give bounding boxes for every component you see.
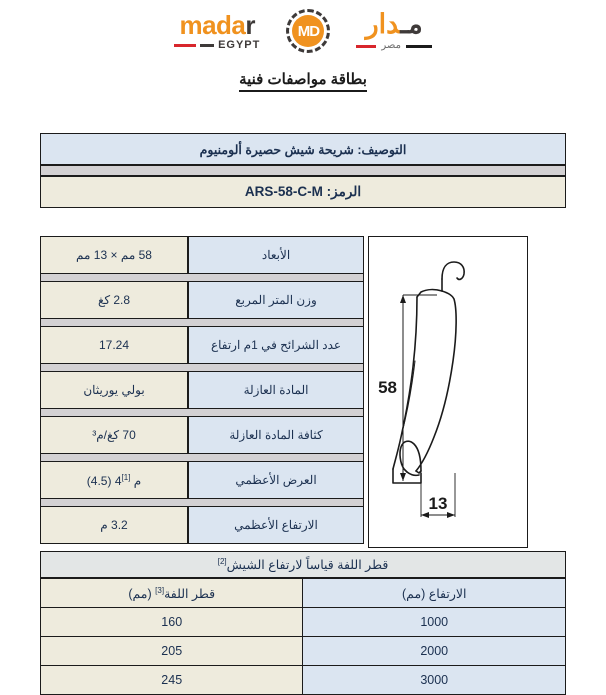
spec-value-cell: بولي يوريثان — [40, 371, 188, 409]
red-dash-icon-right — [356, 45, 376, 48]
spec-value-cell: 70 كغ/م³ — [40, 416, 188, 454]
roll-table-header-row — [41, 579, 566, 608]
spec-label-cell: وزن المتر المربع — [188, 281, 364, 319]
roll-caption-label: قطر اللفة قياساً لارتفاع الشيش — [226, 558, 389, 573]
spec-row — [40, 461, 364, 499]
spec-value-cell: 17.24 — [40, 326, 188, 364]
cell-diameter: 205 — [41, 637, 303, 666]
spec-label-cell: الأبعاد — [188, 236, 364, 274]
spec-value-cell: 3.2 م — [40, 506, 188, 544]
roll-diameter-caption-text — [218, 557, 389, 572]
dark-dash-icon-right — [406, 45, 432, 48]
spec-row — [40, 326, 364, 364]
table-row — [41, 608, 566, 637]
madar-arabic-wordmark: مـدار — [365, 9, 423, 39]
cell-height: 3000 — [303, 666, 566, 695]
spec-row-spacer — [40, 364, 364, 371]
spec-value-cell: 2.8 كغ — [40, 281, 188, 319]
md-circle-logo — [286, 9, 330, 53]
cell-diameter: 160 — [41, 608, 303, 637]
slat-profile-drawing — [369, 237, 527, 547]
cell-height: 2000 — [303, 637, 566, 666]
logo-bar — [0, 0, 606, 62]
table-row — [41, 666, 566, 695]
spec-value-cell: م [1]4 (4.5) — [40, 461, 188, 499]
dimension-13-label: 13 — [428, 494, 448, 513]
md-monogram: MD — [292, 15, 324, 47]
spec-row — [40, 281, 364, 319]
product-code-row — [40, 176, 566, 208]
spec-label-cell: المادة العازلة — [188, 371, 364, 409]
header-height: الارتفاع (مم) — [303, 579, 566, 608]
madar-arabic-subline — [356, 41, 432, 51]
roll-diameter-caption — [40, 551, 566, 578]
profile-drawing-panel — [368, 236, 528, 548]
dimension-58 — [400, 295, 437, 483]
spec-row-spacer — [40, 319, 364, 326]
madar-arabic-logo — [356, 11, 432, 51]
roll-diameter-table — [40, 578, 566, 695]
top-hook-path — [442, 262, 464, 279]
spec-row-spacer — [40, 274, 364, 281]
spec-label-cell: كثافة المادة العازلة — [188, 416, 364, 454]
dimension-58-label: 58 — [378, 378, 397, 397]
spec-row-spacer — [40, 454, 364, 461]
spec-row — [40, 506, 364, 544]
page-title — [0, 70, 606, 88]
specification-table — [40, 236, 364, 544]
profile-outer-edge — [416, 291, 456, 471]
profile-bottom-right-tip — [416, 471, 421, 473]
spec-row-spacer — [40, 409, 364, 416]
spec-row — [40, 236, 364, 274]
spec-row — [40, 416, 364, 454]
egypt-label: EGYPT — [218, 38, 261, 51]
spec-row-spacer — [40, 499, 364, 506]
spec-row — [40, 371, 364, 409]
description-row — [40, 133, 566, 165]
row-spacer — [40, 165, 566, 176]
spec-label-cell: عدد الشرائح في 1م ارتفاع — [188, 326, 364, 364]
cell-diameter: 245 — [41, 666, 303, 695]
roll-caption-footnote: [2] — [217, 556, 227, 566]
profile-top-shoulder — [417, 290, 442, 297]
madar-wordmark — [174, 9, 260, 40]
madar-wordmark-text: madar — [179, 9, 255, 40]
misr-label: مصر — [381, 40, 401, 51]
header-diameter: قطر اللفة[3] (مم) — [41, 579, 303, 608]
table-row — [41, 637, 566, 666]
page-title-text: بطاقة مواصفات فنية — [239, 71, 367, 92]
product-code-text: الرمز: ARS-58-C-M — [244, 184, 362, 199]
red-dash-icon — [174, 44, 196, 47]
madar-egypt-subline — [174, 40, 260, 51]
cell-height: 1000 — [303, 608, 566, 637]
madar-egypt-logo — [174, 9, 261, 51]
spec-label-cell: العرض الأعظمي — [188, 461, 364, 499]
dark-dash-icon — [200, 44, 214, 47]
description-text: التوصيف: شريحة شيش حصيرة ألومنيوم — [199, 142, 407, 157]
spec-value-cell: 58 مم × 13 مم — [40, 236, 188, 274]
spec-label-cell: الارتفاع الأعظمي — [188, 506, 364, 544]
